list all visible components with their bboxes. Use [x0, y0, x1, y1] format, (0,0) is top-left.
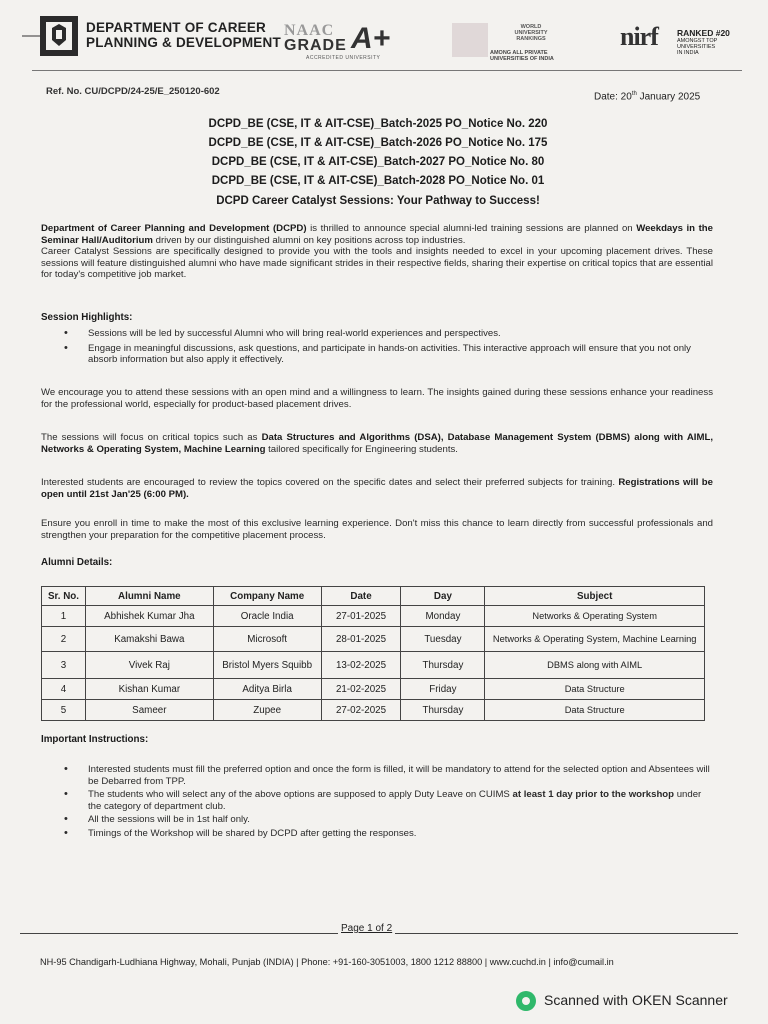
nirf-sub2: UNIVERSITIES	[677, 44, 716, 50]
header-divider	[32, 70, 742, 71]
day-cell: Tuesday	[401, 627, 485, 652]
sr-no-cell: 3	[42, 652, 86, 679]
sr-no-cell: 4	[42, 679, 86, 700]
column-header: Alumni Name	[85, 587, 213, 606]
company-cell: Aditya Birla	[213, 679, 321, 700]
date-cell: 13-02-2025	[321, 652, 401, 679]
notice-title-2027: DCPD_BE (CSE, IT & AIT-CSE)_Batch-2027 PO_Notice No. 80	[211, 156, 545, 168]
subject-cell: DBMS along with AIML	[485, 652, 705, 679]
alumni-name-cell: Sameer	[85, 700, 213, 721]
list-item: • The students who will select any of the above options are supposed to apply Duty Leave on CUIMS at least 1 day prior to the workshop under the category of department club.	[64, 789, 714, 812]
column-header: Sr. No.	[42, 587, 86, 606]
date-cell: 27-02-2025	[321, 700, 401, 721]
sr-no-cell: 1	[42, 606, 86, 627]
naac-accredited: ACCREDITED UNIVERSITY	[306, 55, 381, 61]
notice-title-2028: DCPD_BE (CSE, IT & AIT-CSE)_Batch-2028 PO_Notice No. 01	[211, 175, 545, 187]
wur-line5: UNIVERSITIES OF INDIA	[490, 56, 554, 62]
ensure-paragraph: Ensure you enroll in time to make the most of this exclusive learning experience. Don't miss this chance to learn directly from successful professionals and strengthen your preparation for the competitive placement process.	[41, 518, 713, 541]
intro-paragraph: Department of Career Planning and Development (DCPD) is thrilled to announce special alumni-led training sessions are planned on Weekdays in the Seminar Hall/Auditorium driven by our distinguished alumni on key positions across top industries. Career Catalyst Sessions are specifically designed to provide you with the tools and insights needed to excel in your upcoming placement drives. These sessions will feature distinguished alumni who have made significant strides in their respective fields, sharing their expertise on critical topics that are essential for today's competitive job market.	[41, 223, 713, 280]
list-item: • Sessions will be led by successful Alumni who will bring real-world experiences and perspectives.	[64, 328, 714, 340]
day-cell: Thursday	[401, 652, 485, 679]
alumni-details-heading: Alumni Details:	[41, 557, 113, 568]
grade-word: GRADE	[284, 37, 347, 54]
list-item: • All the sessions will be in 1st half only.	[64, 814, 714, 826]
alumni-name-cell: Kamakshi Bawa	[85, 627, 213, 652]
day-cell: Thursday	[401, 700, 485, 721]
notice-title-2025: DCPD_BE (CSE, IT & AIT-CSE)_Batch-2025 PO_Notice No. 220	[208, 118, 548, 130]
registration-paragraph: Interested students are encouraged to review the topics covered on the specific dates and select their preferred subjects for training. Registrations will be open until 21st Jan'25 (6:00 PM).	[41, 477, 713, 500]
sr-no-cell: 5	[42, 700, 86, 721]
grade-value: A+	[351, 22, 391, 55]
notice-subject: DCPD Career Catalyst Sessions: Your Pathway to Success!	[216, 195, 540, 207]
subject-cell: Networks & Operating System	[485, 606, 705, 627]
table-row	[42, 652, 705, 679]
nirf-rank	[677, 29, 730, 56]
naac-word: NAAC	[284, 22, 335, 39]
scanner-logo-icon	[516, 991, 536, 1011]
session-highlights-heading: Session Highlights:	[41, 312, 133, 323]
table-row	[42, 627, 705, 652]
world-rankings-badge	[452, 20, 572, 64]
rankings-emblem-icon	[452, 23, 488, 57]
date-cell: 27-01-2025	[321, 606, 401, 627]
column-header: Date	[321, 587, 401, 606]
company-cell: Bristol Myers Squibb	[213, 652, 321, 679]
subject-cell: Data Structure	[485, 679, 705, 700]
day-cell: Friday	[401, 679, 485, 700]
notice-title-2026: DCPD_BE (CSE, IT & AIT-CSE)_Batch-2026 PO_Notice No. 175	[208, 137, 548, 149]
date-cell: 21-02-2025	[321, 679, 401, 700]
day-cell: Monday	[401, 606, 485, 627]
instructions-list	[64, 764, 714, 841]
list-item: • Engage in meaningful discussions, ask questions, and participate in hands-on activities. This interactive approach will ensure that you not only absorb information but also apply it effectively.	[64, 343, 714, 366]
table-row	[42, 700, 705, 721]
important-instructions-heading: Important Instructions:	[41, 734, 149, 745]
list-item: • Timings of the Workshop will be shared by DCPD after getting the responses.	[64, 828, 714, 840]
company-cell: Oracle India	[213, 606, 321, 627]
table-row	[42, 679, 705, 700]
topics-paragraph: The sessions will focus on critical topics such as Data Structures and Algorithms (DSA), Database Management System (DBMS) along with AIML, Networks & Operating System, Machine Learning tailored specifically for Engineering students.	[41, 432, 713, 455]
naac-badge	[284, 22, 414, 66]
footer-address: NH-95 Chandigarh-Ludhiana Highway, Mohali, Punjab (INDIA) | Phone: +91-160-3051003, 1800 1212 88800 | www.cuchd.in | info@cumail.in	[40, 957, 614, 967]
list-item: • Interested students must fill the preferred option and once the form is filled, it will be mandatory to attend for the selected option and Absentees will be Debarred from TPP.	[64, 764, 714, 787]
sr-no-cell: 2	[42, 627, 86, 652]
dept-line2: PLANNING & DEVELOPMENT	[86, 35, 281, 50]
nirf-logo: nirf	[620, 22, 658, 51]
column-header: Company Name	[213, 587, 321, 606]
column-header: Subject	[485, 587, 705, 606]
nirf-rank-title: RANKED #20	[677, 28, 730, 38]
wur-caption	[490, 50, 572, 62]
alumni-name-cell: Kishan Kumar	[85, 679, 213, 700]
university-logo	[22, 14, 82, 58]
encourage-paragraph: We encourage you to attend these sessions with an open mind and a willingness to learn. The insights gained during these sessions enhance your readiness for the professional world, especially for product-based placement drives.	[41, 387, 713, 410]
subject-cell: Networks & Operating System, Machine Learning	[485, 627, 705, 652]
wur-line2: UNIVERSITY	[514, 30, 548, 36]
page-number: Page 1 of 2	[338, 923, 395, 934]
scanner-text: Scanned with OKEN Scanner	[544, 992, 728, 1008]
wur-line4: AMONG ALL PRIVATE	[490, 50, 548, 56]
date-cell: 28-01-2025	[321, 627, 401, 652]
notice-date: Date: 20th January 2025	[594, 91, 701, 103]
company-cell: Microsoft	[213, 627, 321, 652]
wur-title	[490, 24, 572, 42]
alumni-table	[41, 586, 705, 721]
alumni-name-cell: Vivek Raj	[85, 652, 213, 679]
nirf-sub1: AMONGST TOP	[677, 38, 718, 44]
dept-line1: DEPARTMENT OF CAREER	[86, 20, 267, 35]
column-header: Day	[401, 587, 485, 606]
wur-line3: RANKINGS	[516, 36, 546, 42]
reference-number: Ref. No. CU/DCPD/24-25/E_250120-602	[46, 86, 220, 97]
table-row	[42, 606, 705, 627]
department-title	[86, 20, 281, 50]
wur-line1: WORLD	[520, 24, 542, 30]
session-highlights-list	[64, 328, 714, 369]
nirf-sub3: IN INDIA	[677, 50, 699, 56]
company-cell: Zupee	[213, 700, 321, 721]
alumni-name-cell: Abhishek Kumar Jha	[85, 606, 213, 627]
subject-cell: Data Structure	[485, 700, 705, 721]
table-header-row	[42, 587, 705, 606]
